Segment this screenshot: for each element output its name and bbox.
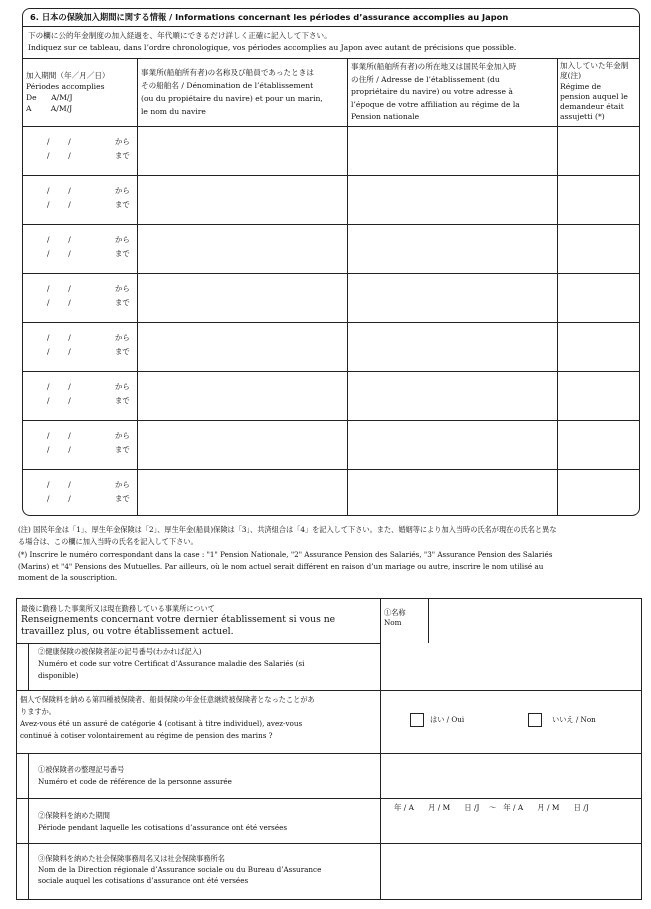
establishment-column-header: 事業所(船舶所有者)の名称及び船員であったときは その船舶名 / Dénomination de l’établissement (ou du propiétaire du navire) et pour un marin, le nom du navire [141,68,323,116]
table-row [23,470,639,517]
office-name-field[interactable] [381,844,641,899]
divider [16,798,642,799]
establishment-field[interactable] [138,470,347,517]
no-checkbox[interactable] [528,713,542,727]
from-to-label: から まで [115,235,130,258]
last-establishment-jp: 最後に勤務した事業所又は現在勤務している事業所について [21,604,215,613]
address-field[interactable] [348,127,557,174]
ref-number-field[interactable] [381,754,641,798]
address-column-header: 事業所(船舶所有者)の所在地又は国民年金加入時 の住所 / Adresse de l’établissement (du propriétaire du navire) ou votre adresse à l’époque de votre affiliation au régime de la Pension nationale [351,62,520,121]
regime-field[interactable] [558,470,638,517]
health-insurance-field[interactable] [381,644,641,690]
period-column-header: 加入期間（年／月／日） Périodes accomplies De A/M/J A A/M/J [26,71,110,113]
from-to-label: から まで [115,480,130,503]
table-row [23,225,639,272]
address-field[interactable] [348,372,557,419]
divider [23,26,639,27]
address-field[interactable] [348,470,557,517]
period-date-field[interactable]: / / / / [47,382,71,405]
from-to-label: から まで [115,186,130,209]
table-row [23,421,639,468]
category4-question: 個人で保険料を納める第四種被保険者、船員保険の年金任意継続被保険者となったことがあ りますか。 Avez-vous été un assuré de catégorie 4 (cotisant à titre individuel), avez-vous continué à cotiser volontairement au régime de pension des marins ? [20,695,315,740]
divider [23,58,639,59]
table-row [23,372,639,419]
regime-field[interactable] [558,421,638,468]
regime-field[interactable] [558,323,638,370]
address-field[interactable] [348,274,557,321]
section6-title: 6. 日本の保険加入期間に関する情報 / Informations concernant les périodes d’assurance accomplies au Japon [30,12,509,22]
period-date-field[interactable]: / / / / [47,333,71,356]
establishment-field[interactable] [138,421,347,468]
from-to-label: から まで [115,137,130,160]
address-field[interactable] [348,176,557,223]
regime-field[interactable] [558,372,638,419]
section6-instruction-jp: 下の欄に公的年金制度の加入経過を、年代順にできるだけ詳しく正確に記入して下さい。 [28,31,332,40]
address-field[interactable] [348,421,557,468]
establishment-field[interactable] [138,225,347,272]
note-jp: (注) 国民年金は「1」、厚生年金保険は「2」、厚生年金(船員)保険は「3」、共済組合は「4」を記入して下さい。また、婚姻等により加入当時の氏名が現在の氏名と異な る場合は、この欄に加入当時の氏名を記入して下さい。 [18,525,557,546]
yes-label: はい / Oui [430,715,465,724]
section6-instruction-fr: Indiquez sur ce tableau, dans l’ordre chronologique, vos périodes accomplies au Japon avec autant de précisions que possible. [28,43,517,52]
contribution-period-label: ②保険料を納めた期間 Période pendant laquelle les cotisations d’assurance ont été versées [38,811,288,832]
period-date-field[interactable]: / / / / [47,431,71,454]
address-field[interactable] [348,323,557,370]
divider [16,643,380,644]
from-to-label: から まで [115,333,130,356]
period-date-field[interactable]: / / / / [47,284,71,307]
regime-field[interactable] [558,225,638,272]
note-fr: (*) Inscrire le numéro correspondant dans la case : "1" Pension Nationale, "2" Assurance Pension des Salariés, "3" Assurance Pension des Salariés (Marins) et "4" Pensions des Mutuelles. Par ailleurs, où le nom actuel serait différent en raison d’un mariage ou autre, inscrire le nom utilisé au moment de la souscription. [18,550,553,582]
establishment-field[interactable] [138,372,347,419]
health-insurance-label: ②健康保険の被保険者証の記号番号(わかれば記入) Numéro et code sur votre Certificat d’Assurance maladie des Salariés (si disponible) [38,647,305,680]
establishment-field[interactable] [138,323,347,370]
table-row [23,274,639,321]
regime-field[interactable] [558,176,638,223]
table-row [23,127,639,174]
no-label: いいえ / Non [552,715,596,724]
from-to-label: から まで [115,431,130,454]
from-to-label: から まで [115,382,130,405]
contribution-period-field[interactable]: 年 / A 月 / M 日 /J 〜 年 / A 月 / M 日 /J [394,803,589,812]
period-date-field[interactable]: / / / / [47,235,71,258]
period-date-field[interactable]: / / / / [47,137,71,160]
divider [16,690,642,691]
from-to-label: から まで [115,284,130,307]
office-name-label: ③保険料を納めた社会保険事務局名又は社会保険事務所名 Nom de la Direction régionale d’Assurance sociale ou du Bureau d’Assurance sociale auquel les cotisations d’assurance ont été versées [38,854,322,885]
period-date-field[interactable]: / / / / [47,186,71,209]
indent-line [28,643,29,690]
regime-field[interactable] [558,274,638,321]
establishment-field[interactable] [138,176,347,223]
period-date-field[interactable]: / / / / [47,480,71,503]
regime-column-header: 加入していた年金制 度(注) Régime de pension auquel le demandeur était assujetti (*) [560,61,629,122]
establishment-field[interactable] [138,127,347,174]
yes-checkbox[interactable] [410,713,424,727]
last-establishment-fr: Renseignements concernant votre dernier établissement si vous ne travaillez plus, ou votre établissement actuel. [21,614,336,637]
name-label: ①名称 Nom [384,608,406,627]
regime-field[interactable] [558,127,638,174]
ref-number-label: ①被保険者の整理記号番号 Numéro et code de référence de la personne assurée [38,765,232,786]
indent-line [28,753,29,900]
establishment-field[interactable] [138,274,347,321]
table-row [23,176,639,223]
address-field[interactable] [348,225,557,272]
table-row [23,323,639,370]
name-field[interactable] [429,599,641,643]
